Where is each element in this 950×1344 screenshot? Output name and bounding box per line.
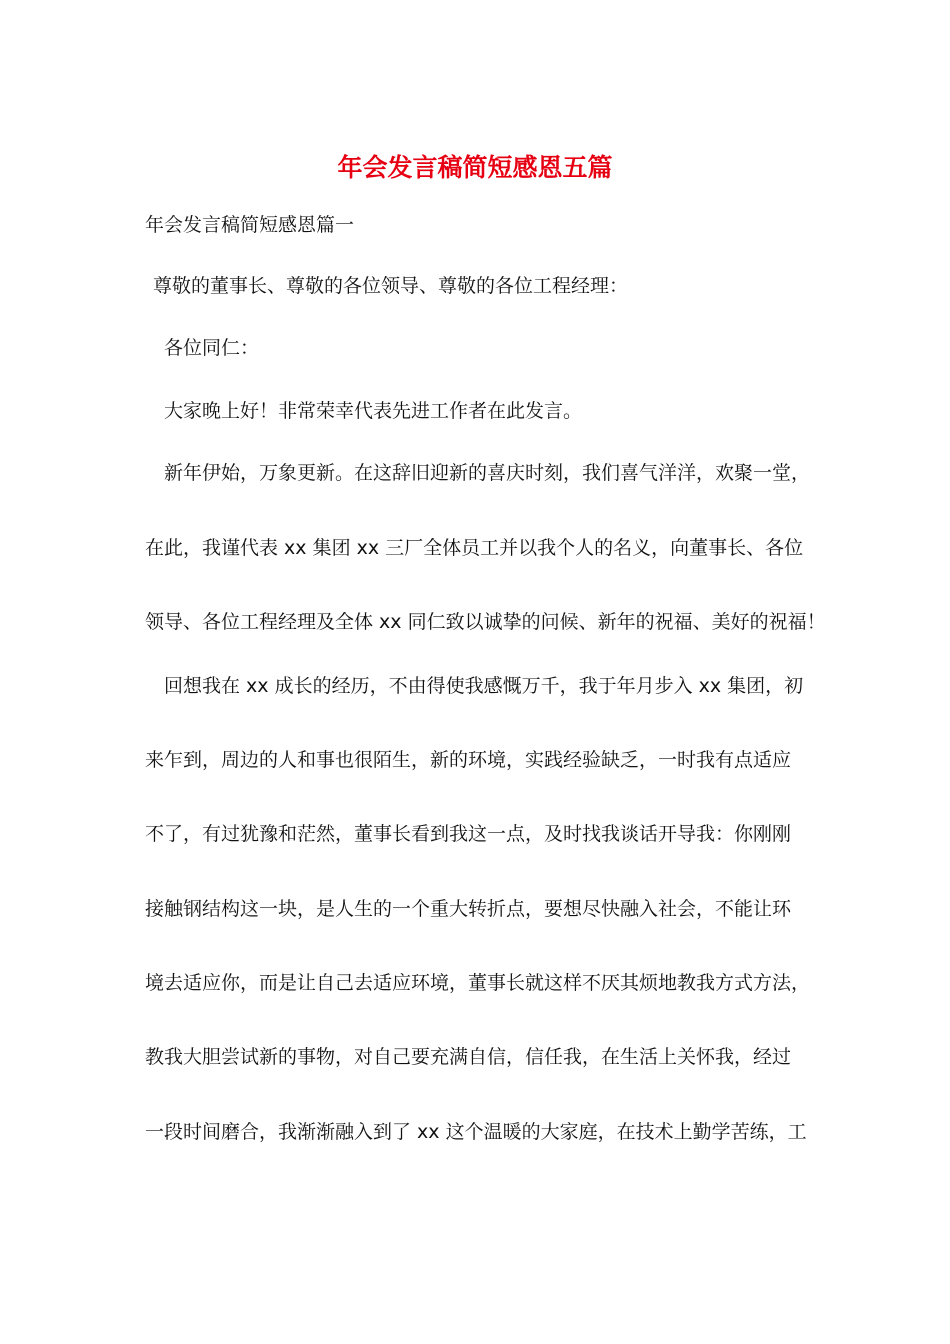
paragraph-line: 境去适应你，而是让自己去适应环境，董事长就这样不厌其烦地教我方式方法， xyxy=(145,972,811,994)
salutation-line: 尊敬的董事长、尊敬的各位领导、尊敬的各位工程经理： xyxy=(153,275,629,297)
paragraph-line: 来乍到，周边的人和事也很陌生，新的环境，实践经验缺乏，一时我有点适应 xyxy=(145,749,792,771)
section-heading: 年会发言稿简短感恩篇一 xyxy=(145,214,355,236)
paragraph-line: 一段时间磨合，我渐渐融入到了 xx 这个温暖的大家庭，在技术上勤学苦练，工 xyxy=(145,1121,807,1143)
paragraph-line: 不了，有过犹豫和茫然，董事长看到我这一点，及时找我谈话开导我：你刚刚 xyxy=(145,823,792,845)
paragraph-line: 领导、各位工程经理及全体 xx 同仁致以诚挚的问候、新年的祝福、美好的祝福！ xyxy=(145,611,826,633)
document-title: 年会发言稿简短感恩五篇 xyxy=(337,153,613,182)
paragraph-line: 接触钢结构这一块，是人生的一个重大转折点，要想尽快融入社会，不能让环 xyxy=(145,898,792,920)
paragraph-line: 教我大胆尝试新的事物，对自己要充满自信，信任我，在生活上关怀我，经过 xyxy=(145,1046,792,1068)
paragraph-line: 在此，我谨代表 xx 集团 xx 三厂全体员工并以我个人的名义，向董事长、各位 xyxy=(145,537,804,559)
salutation-line: 各位同仁： xyxy=(164,337,260,359)
paragraph-line: 大家晚上好！非常荣幸代表先进工作者在此发言。 xyxy=(164,400,583,422)
paragraph-line: 新年伊始，万象更新。在这辞旧迎新的喜庆时刻，我们喜气洋洋，欢聚一堂， xyxy=(164,462,811,484)
paragraph-line: 回想我在 xx 成长的经历，不由得使我感慨万千，我于年月步入 xx 集团，初 xyxy=(164,675,804,697)
